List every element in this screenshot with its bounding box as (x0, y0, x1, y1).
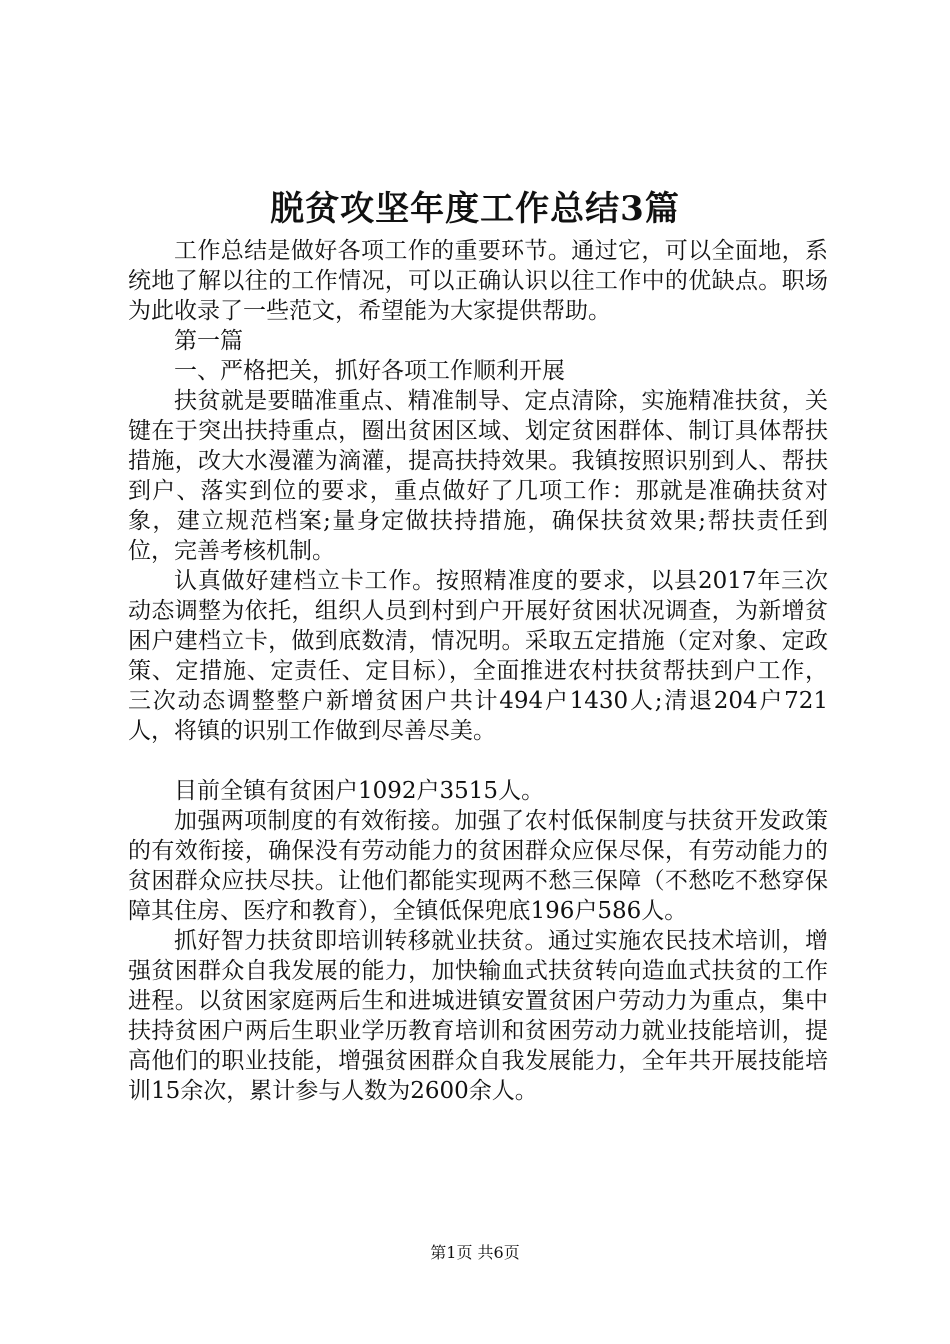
section-heading-first: 第一篇 (174, 328, 243, 354)
intro-paragraph: 工作总结是做好各项工作的重要环节。通过它，可以全面地，系统地了解以往的工作情况，可以正确认识以往工作中的优缺点。职场为此收录了一些范文，希望能为大家提供帮助。 (128, 238, 828, 324)
document-title: 脱贫攻坚年度工作总结3篇 (270, 189, 680, 229)
body-paragraph: 加强两项制度的有效衔接。加强了农村低保制度与扶贫开发政策的有效衔接，确保没有劳动能力的贫困群众应保尽保，有劳动能力的贫困群众应扶尽扶。让他们都能实现两不愁三保障（不愁吃不愁穿保障其住房、医疗和教育），全镇低保兜底196户586人。 (128, 808, 828, 924)
body-paragraph: 目前全镇有贫困户1092户3515人。 (174, 778, 545, 804)
body-paragraph: 扶贫就是要瞄准重点、精准制导、定点清除，实施精准扶贫，关键在于突出扶持重点，圈出贫困区域、划定贫困群体、制订具体帮扶措施，改大水漫灌为滴灌，提高扶持效果。我镇按照识别到人、帮扶到户、落实到位的要求，重点做好了几项工作：那就是准确扶贫对象，建立规范档案;量身定做扶持措施，确保扶贫效果;帮扶责任到位，完善考核机制。 (128, 388, 828, 564)
subsection-heading: 一、严格把关，抓好各项工作顺利开展 (174, 358, 565, 384)
body-paragraph: 认真做好建档立卡工作。按照精准度的要求，以县2017年三次动态调整为依托，组织人员到村到户开展好贫困状况调查，为新增贫困户建档立卡，做到底数清，情况明。采取五定措施（定对象、定政策、定措施、定责任、定目标），全面推进农村扶贫帮扶到户工作，三次动态调整整户新增贫困户共计494户1430人;清退204户721人，将镇的识别工作做到尽善尽美。 (128, 568, 828, 744)
page-footer: 第1页 共6页 (430, 1243, 520, 1262)
body-paragraph: 抓好智力扶贫即培训转移就业扶贫。通过实施农民技术培训，增强贫困群众自我发展的能力，加快输血式扶贫转向造血式扶贫的工作进程。以贫困家庭两后生和进城进镇安置贫困户劳动力为重点，集中扶持贫困户两后生职业学历教育培训和贫困劳动力就业技能培训，提高他们的职业技能，增强贫困群众自我发展能力，全年共开展技能培训15余次，累计参与人数为2600余人。 (128, 928, 828, 1104)
document-body (128, 236, 828, 1106)
